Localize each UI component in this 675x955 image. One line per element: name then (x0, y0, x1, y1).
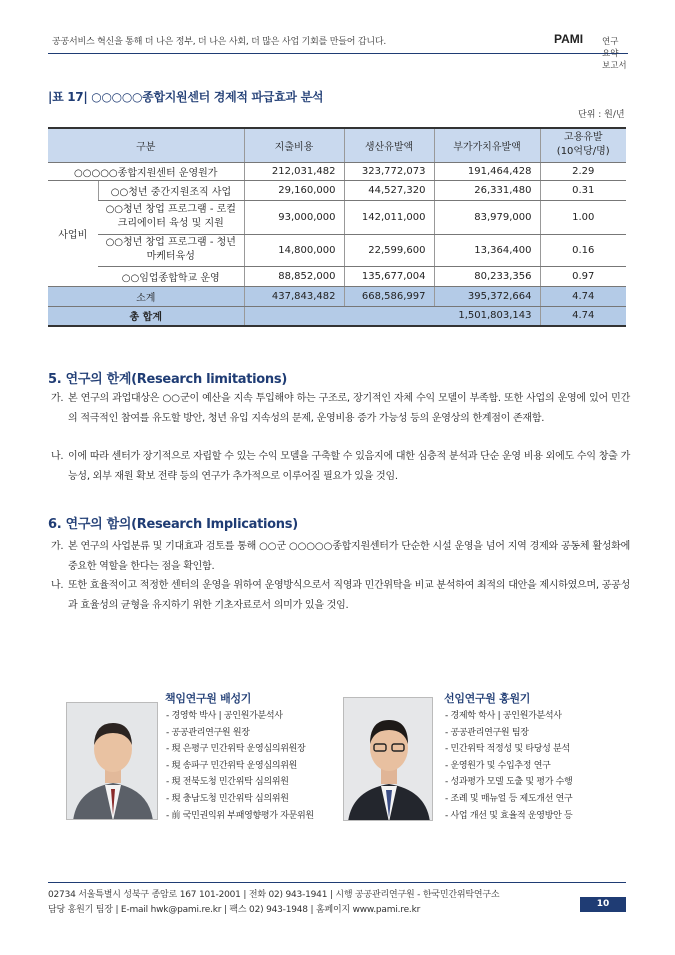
group-label: 사업비 (48, 180, 98, 286)
col-header-production: 생산유발액 (344, 128, 434, 162)
item-text: 본 연구의 과업대상은 ○○군이 예산을 지속 투입해야 하는 구조로, 장기적인 자체 수익 모델이 부족함. 또한 사업의 운영에 있어 민간의 적극적인 참여를 유도할 방안, 청년 유입 지속성의 문제, 운영비용 증가 가능성 등의 운영상의 한계점이 존재함. (68, 393, 630, 424)
row-label: 총 합계 (48, 306, 244, 326)
list-item: - 운영원가 및 수입추정 연구 (445, 758, 572, 775)
cell-cost: 437,843,482 (244, 286, 344, 306)
list-item: - 민간위탁 적정성 및 타당성 분석 (445, 741, 572, 758)
header-tagline: 공공서비스 혁신을 통해 더 나은 정부, 더 나은 사회, 더 많은 사업 기회를 만들어 갑니다. (52, 37, 387, 47)
page-header (48, 30, 628, 71)
researcher-credentials (445, 708, 572, 824)
col-header-category: 구분 (48, 128, 244, 162)
cell-production: 22,599,600 (344, 234, 434, 266)
row-label: ○○임업종합학교 운영 (98, 266, 244, 286)
cell-production: 323,772,073 (344, 162, 434, 180)
section-5-title: 5. 연구의 한계(Research limitations) (48, 372, 287, 387)
item-marker: 가. (51, 541, 64, 552)
col-header-cost: 지출비용 (244, 128, 344, 162)
cell-production: 44,527,320 (344, 180, 434, 200)
section-5-item (51, 447, 630, 486)
row-label: 소계 (48, 286, 244, 306)
cell-production: 668,586,997 (344, 286, 434, 306)
item-marker: 나. (51, 451, 64, 462)
list-item: - 現 은평구 민간위탁 운영심의위원장 (166, 741, 314, 758)
table-row (48, 266, 626, 286)
researcher-title: 책임연구원 배성기 (165, 692, 252, 705)
table-row-total (48, 306, 626, 326)
list-item: - 성과평가 모델 도출 및 평가 수행 (445, 774, 572, 791)
row-label: ○○청년 창업 프로그램 - 청년마케터육성 (98, 234, 244, 266)
section-5-item (51, 389, 630, 428)
cell-cost: 212,031,482 (244, 162, 344, 180)
table-row-operating (48, 162, 626, 180)
cell-employment: 2.29 (540, 162, 626, 180)
header-subtitle: 연구 요약 보고서 (602, 37, 627, 71)
row-label: ○○○○○종합지원센터 운영원가 (48, 162, 244, 180)
researcher-credentials (166, 708, 314, 824)
researcher-photo (343, 697, 433, 821)
list-item: - 경제학 학사 | 공인원가분석사 (445, 708, 572, 725)
cell-employment: 0.97 (540, 266, 626, 286)
economic-impact-table (48, 127, 626, 327)
cell-value-added: 191,464,428 (434, 162, 540, 180)
item-text: 이에 따라 센터가 장기적으로 자립할 수 있는 수익 모델을 구축할 수 있음지에 대한 심층적 분석과 단순 운영 비용 외에도 수익 창출 가능성, 외부 재원 확보 전략 등의 연구가 추가적으로 이루어질 필요가 있을 것임. (68, 451, 630, 482)
item-text: 본 연구의 사업분류 및 기대효과 검토를 통해 ○○군 ○○○○○종합지원센터가 단순한 시설 운영을 넘어 지역 경제와 공동체 활성화에 중요한 역할을 한다는 점을 확인함. (68, 541, 630, 572)
list-item: - 공공관리연구원 원장 (166, 725, 314, 742)
brand-logo: PAMI (554, 32, 584, 46)
col-header-employment: 고용유발 (10억당/명) (540, 128, 626, 162)
cell-cost: 29,160,000 (244, 180, 344, 200)
table-header-row (48, 128, 626, 162)
list-item: - 경영학 박사 | 공인원가분석사 (166, 708, 314, 725)
table-unit: 단위 : 원/년 (578, 110, 625, 120)
footer-address: 02734 서울특별시 성북구 종암로 167 101-2001 | 전화 02) 943-1941 | 시행 공공관리연구원 - 한국민간위탁연구소 (48, 890, 500, 900)
row-label: ○○청년 중간지원조직 사업 (98, 180, 244, 200)
table-row-subtotal (48, 286, 626, 306)
item-marker: 나. (51, 580, 64, 591)
table-title: |표 17| ○○○○○종합지원센터 경제적 파급효과 분석 (48, 90, 324, 104)
list-item: - 現 송파구 민간위탁 운영심의위원 (166, 758, 314, 775)
list-item: - 現 전북도청 민간위탁 심의위원 (166, 774, 314, 791)
cell-production: 142,011,000 (344, 200, 434, 234)
cell-value-added: 26,331,480 (434, 180, 540, 200)
cell-employment: 1.00 (540, 200, 626, 234)
table-row (48, 200, 626, 234)
list-item: - 前 국민권익위 부패영향평가 자문위원 (166, 808, 314, 825)
cell-total-value: 1,501,803,143 (244, 306, 540, 326)
col-header-value-added: 부가가치유발액 (434, 128, 540, 162)
list-item: - 現 충남도청 민간위탁 심의위원 (166, 791, 314, 808)
section-6-item (51, 576, 630, 615)
cell-employment: 4.74 (540, 306, 626, 326)
list-item: - 사업 개선 및 효율적 운영방안 등 (445, 808, 572, 825)
cell-value-added: 80,233,356 (434, 266, 540, 286)
cell-value-added: 13,364,400 (434, 234, 540, 266)
cell-employment: 4.74 (540, 286, 626, 306)
cell-employment: 0.16 (540, 234, 626, 266)
section-6-item (51, 537, 630, 576)
researcher-photo (66, 702, 158, 820)
cell-cost: 14,800,000 (244, 234, 344, 266)
table-row (48, 180, 626, 200)
footer-contact: 담당 홍원기 팀장 | E-mail hwk@pami.re.kr | 팩스 02) 943-1948 | 홈페이지 www.pami.re.kr (48, 905, 421, 915)
researcher-title: 선임연구원 홍원기 (444, 692, 531, 705)
cell-value-added: 83,979,000 (434, 200, 540, 234)
section-6-title: 6. 연구의 함의(Research Implications) (48, 517, 298, 532)
cell-employment: 0.31 (540, 180, 626, 200)
row-label: ○○청년 창업 프로그램 - 로컬크리에이터 육성 및 지원 (98, 200, 244, 234)
page-footer (48, 882, 626, 915)
cell-value-added: 395,372,664 (434, 286, 540, 306)
item-text: 또한 효율적이고 적정한 센터의 운영을 위하여 운영방식으로서 직영과 민간위탁을 비교 분석하여 최적의 대안을 제시하였으며, 공공성과 효율성의 균형을 유지하기 위한 기초자료로서 의미가 있을 것임. (68, 580, 630, 611)
cell-cost: 88,852,000 (244, 266, 344, 286)
item-marker: 가. (51, 393, 64, 404)
table-row (48, 234, 626, 266)
list-item: - 조례 및 매뉴얼 등 제도개선 연구 (445, 791, 572, 808)
cell-cost: 93,000,000 (244, 200, 344, 234)
page-number: 10 (580, 897, 626, 912)
list-item: - 공공관리연구원 팀장 (445, 725, 572, 742)
cell-production: 135,677,004 (344, 266, 434, 286)
